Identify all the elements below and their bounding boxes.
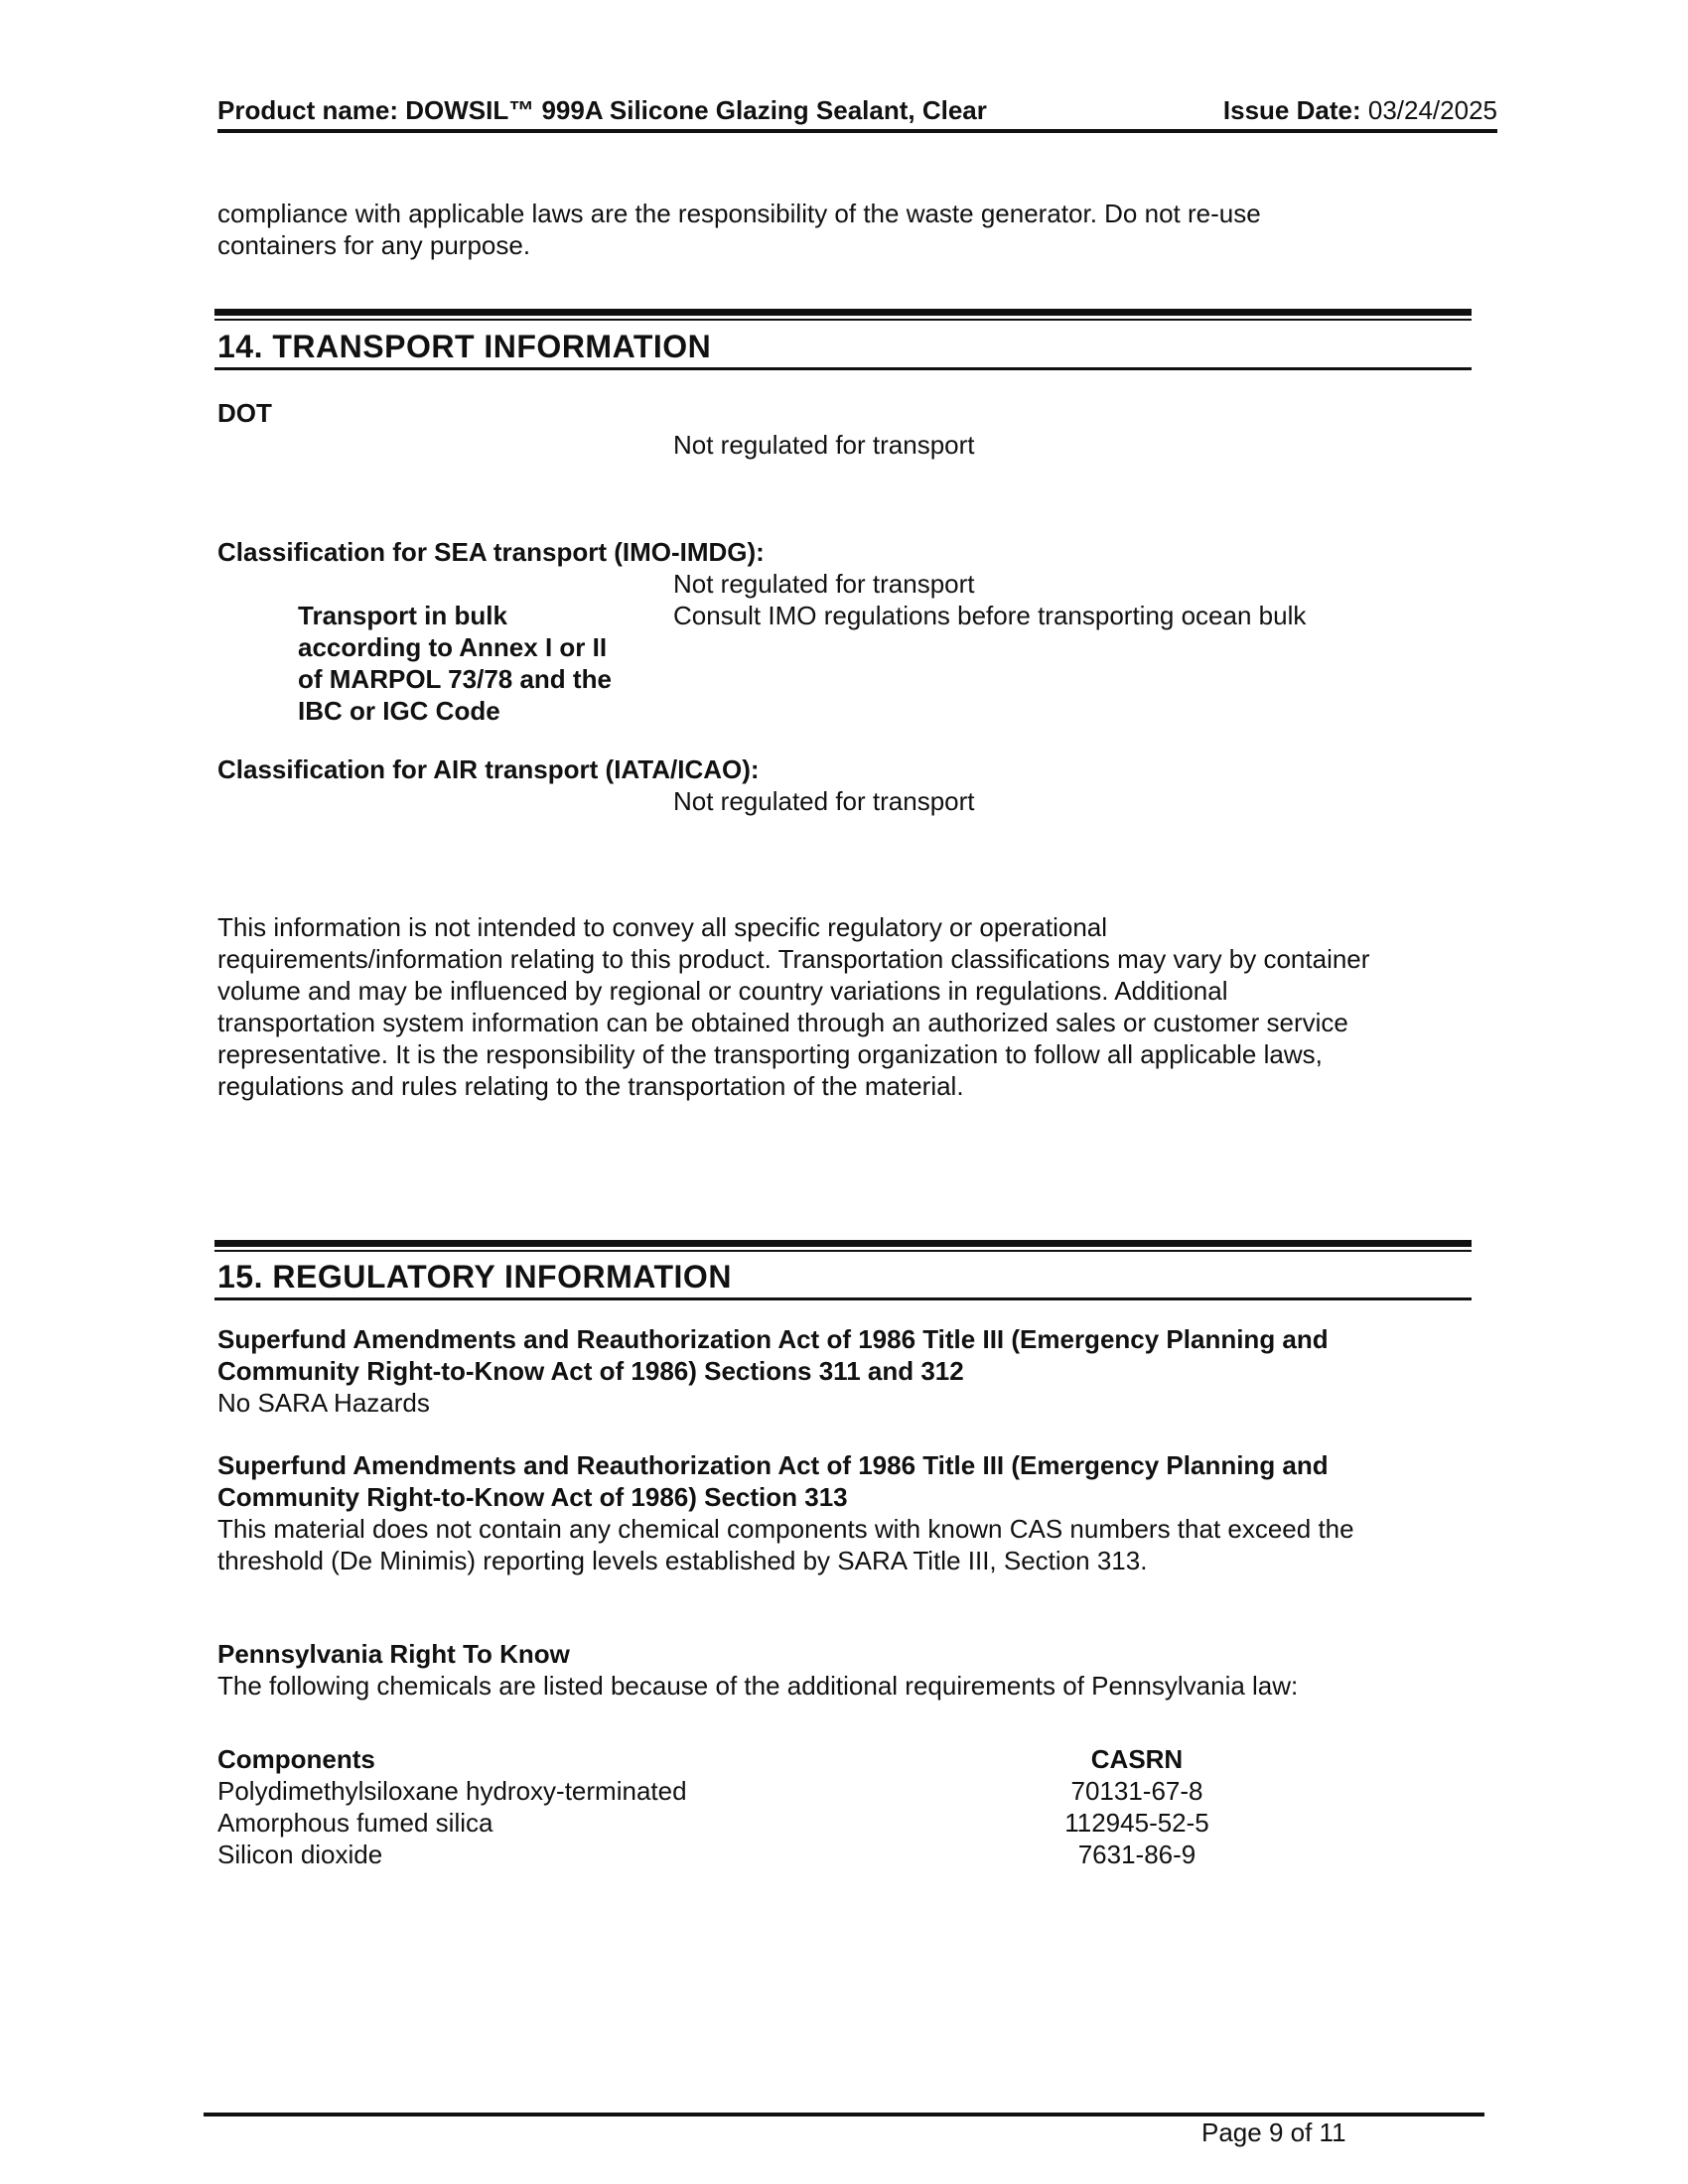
component-casrn: 7631-86-9 — [1077, 1840, 1196, 1869]
sara-313-text-line-2: threshold (De Minimis) reporting levels established by SARA Title III, Section 313. — [217, 1546, 1148, 1575]
section-15-top-bar — [214, 1240, 1472, 1247]
section-15-underline — [214, 1297, 1472, 1300]
intro-line-1: compliance with applicable laws are the responsibility of the waste generator. Do not re-use — [217, 199, 1261, 228]
sara-311-heading — [217, 1323, 1498, 1387]
sea-transport-label: Classification for SEA transport (IMO-IMDG): — [217, 537, 765, 567]
section-14-top-bar — [214, 309, 1472, 316]
sara-313-text-line-1: This material does not contain any chemical components with known CAS numbers that exceed the — [217, 1514, 1354, 1544]
sara-313-heading-line-1: Superfund Amendments and Reauthorization Act of 1986 Title III (Emergency Planning and — [217, 1450, 1329, 1480]
bulk-label-line-1: Transport in bulk — [298, 601, 507, 630]
issue-date-header — [1223, 95, 1497, 126]
component-casrn: 70131-67-8 — [1070, 1776, 1203, 1806]
casrn-column-header: CASRN — [1090, 1744, 1184, 1774]
bulk-label-line-2: according to Annex I or II — [298, 632, 608, 662]
components-column-header: Components — [217, 1744, 375, 1774]
component-casrn: 112945-52-5 — [1064, 1808, 1209, 1838]
disclaimer-line-4: transportation system information can be obtained through an authorized sales or customer service — [217, 1008, 1348, 1037]
component-name: Amorphous fumed silica — [217, 1808, 493, 1838]
section-15-top-bar-thin — [214, 1250, 1472, 1252]
sara-311-heading-line-1: Superfund Amendments and Reauthorization Act of 1986 Title III (Emergency Planning and — [217, 1324, 1329, 1354]
disclaimer-line-2: requirements/information relating to this product. Transportation classifications may vary by container — [217, 944, 1370, 974]
disclaimer-line-6: regulations and rules relating to the transportation of the material. — [217, 1071, 964, 1101]
pennsylvania-text: The following chemicals are listed because of the additional requirements of Pennsylvania law: — [217, 1671, 1299, 1701]
air-transport-value: Not regulated for transport — [673, 786, 975, 816]
sara-313-text — [217, 1513, 1498, 1576]
section-14-underline — [214, 367, 1472, 370]
transport-disclaimer — [217, 911, 1498, 1102]
component-name: Silicon dioxide — [217, 1840, 383, 1869]
bulk-transport-label — [298, 600, 655, 727]
bulk-label-line-4: IBC or IGC Code — [298, 696, 500, 726]
bulk-transport-value: Consult IMO regulations before transporting ocean bulk — [673, 601, 1307, 630]
disclaimer-line-5: representative. It is the responsibility of the transporting organization to follow all applicable laws, — [217, 1039, 1323, 1069]
bulk-label-line-3: of MARPOL 73/78 and the — [298, 664, 612, 694]
sara-313-heading-line-2: Community Right-to-Know Act of 1986) Section 313 — [217, 1482, 848, 1512]
sea-transport-value: Not regulated for transport — [673, 569, 975, 599]
section-14-top-bar-thin — [214, 319, 1472, 321]
sara-313-heading — [217, 1449, 1498, 1513]
disclaimer-line-1: This information is not intended to convey all specific regulatory or operational — [217, 912, 1108, 942]
issue-date-label: Issue Date: — [1222, 95, 1361, 125]
section-14-title: 14. TRANSPORT INFORMATION — [217, 329, 712, 364]
header-rule — [217, 129, 1497, 133]
footer-rule — [204, 2113, 1484, 2116]
disclaimer-line-3: volume and may be influenced by regional or country variations in regulations. Additional — [217, 976, 1228, 1006]
dot-label: DOT — [217, 398, 272, 428]
dot-value: Not regulated for transport — [673, 430, 975, 460]
page-number: Page 9 of 11 — [1201, 2117, 1346, 2147]
sara-311-heading-line-2: Community Right-to-Know Act of 1986) Sections 311 and 312 — [217, 1356, 964, 1386]
pennsylvania-heading: Pennsylvania Right To Know — [217, 1639, 570, 1669]
issue-date-value: 03/24/2025 — [1367, 95, 1497, 125]
air-transport-label: Classification for AIR transport (IATA/ICAO): — [217, 754, 760, 784]
section-15-title: 15. REGULATORY INFORMATION — [217, 1259, 732, 1295]
sara-311-text: No SARA Hazards — [217, 1388, 430, 1418]
component-name: Polydimethylsiloxane hydroxy-terminated — [217, 1776, 687, 1806]
product-name-header: Product name: DOWSIL™ 999A Silicone Glazing Sealant, Clear — [217, 95, 987, 125]
intro-line-2: containers for any purpose. — [217, 230, 531, 260]
